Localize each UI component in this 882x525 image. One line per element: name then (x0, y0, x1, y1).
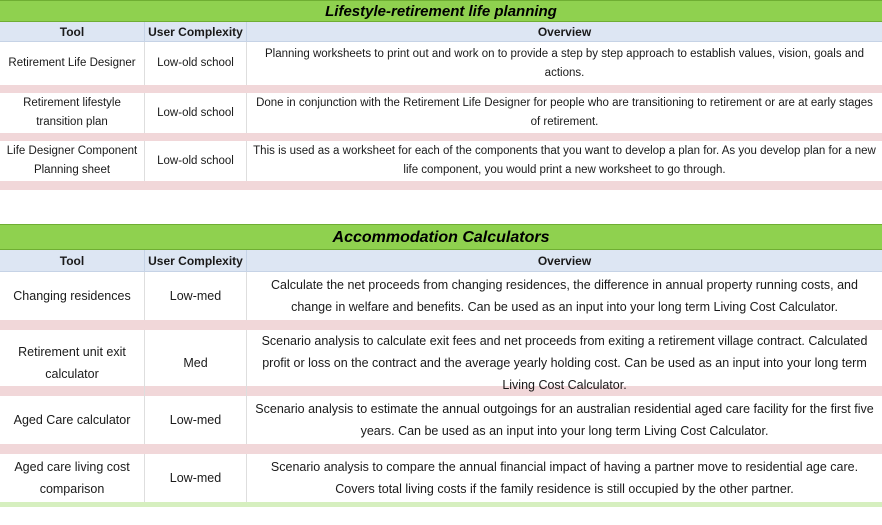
row-separator (0, 133, 882, 141)
overview-text: Scenario analysis to calculate exit fees and net proceeds from exiting a retirement village contract. Calculated profit or loss on the contract and the average yearly holding cost. Can be used as an input into your long term Living Cost Calculator. (261, 334, 868, 392)
table-row[interactable] (0, 330, 882, 392)
table-row[interactable] (0, 141, 882, 181)
table-row[interactable] (0, 272, 882, 320)
user-complexity: Med (145, 330, 247, 396)
tool-name: Aged care living cost comparison (0, 454, 145, 502)
overview-text: Scenario analysis to estimate the annual outgoings for an australian residential aged care facility for the first five years. Can be used as an input into your long term Living Cost Calculator. (255, 402, 874, 438)
user-complexity: Low-old school (145, 42, 247, 85)
user-complexity: Low-med (145, 272, 247, 320)
table-header (0, 250, 882, 272)
column-header-tool: Tool (0, 22, 145, 41)
section-title: Lifestyle-retirement life planning (0, 0, 882, 22)
user-complexity: Low-old school (145, 141, 247, 181)
column-header-overview: Overview (537, 24, 592, 39)
lifestyle-planning-section (0, 0, 882, 190)
tool-name: Retirement Life Designer (0, 42, 145, 85)
row-separator (0, 181, 882, 190)
tool-name: Aged Care calculator (0, 396, 145, 444)
row-separator (0, 444, 882, 454)
row-separator (0, 320, 882, 330)
table-row[interactable] (0, 42, 882, 85)
row-separator (0, 85, 882, 93)
column-header-tool: Tool (0, 250, 145, 271)
user-complexity: Low-med (145, 454, 247, 502)
overview-text: Scenario analysis to compare the annual financial impact of having a partner move to residential age care. Covers total living costs if the family residence is still occupied by the other partner. (270, 460, 859, 496)
row-separator (0, 502, 882, 507)
table-header (0, 22, 882, 42)
user-complexity: Low-old school (145, 93, 247, 133)
overview-text: Calculate the net proceeds from changing residences, the difference in annual property running costs, and change in welfare and benefits. Can be used as an input into your long term Living Cost Calculator. (271, 278, 858, 314)
table-row[interactable] (0, 396, 882, 444)
tool-name: Changing residences (0, 272, 145, 320)
column-header-complexity: User Complexity (145, 22, 247, 41)
column-header-overview: Overview (537, 253, 592, 268)
overview-text: This is used as a worksheet for each of the components that you want to develop a plan for. As you develop plan for a new life component, you would print a new worksheet to go through. (253, 145, 876, 176)
column-header-complexity: User Complexity (145, 250, 247, 271)
tool-name: Life Designer Component Planning sheet (0, 141, 145, 181)
table-row[interactable] (0, 454, 882, 502)
user-complexity: Low-med (145, 396, 247, 444)
section-title: Accommodation Calculators (0, 224, 882, 250)
overview-text: Planning worksheets to print out and work on to provide a step by step approach to establish values, vision, goals and actions. (265, 47, 864, 79)
tool-name: Retirement lifestyle transition plan (0, 93, 145, 133)
overview-text: Done in conjunction with the Retirement Life Designer for people who are transitioning to retirement or are at early stages of retirement. (256, 97, 873, 128)
tool-name: Retirement unit exit calculator (0, 330, 145, 396)
accommodation-calculators-section (0, 224, 882, 507)
table-row[interactable] (0, 93, 882, 133)
